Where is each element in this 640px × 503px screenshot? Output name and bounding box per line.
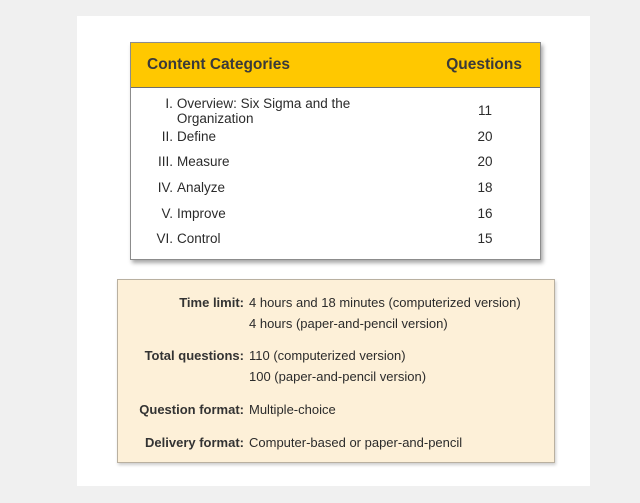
content-categories-table [130,42,541,260]
row-numeral: VI. [156,231,173,247]
header-content-categories: Content Categories [147,56,290,73]
table-row [131,149,540,175]
row-numeral: V. [161,205,173,221]
total-questions-value-1: 110 (computerized version) [249,348,406,363]
row-label: Define [177,128,217,144]
delivery-format-row [118,432,554,453]
total-questions-value-2: 100 (paper-and-pencil version) [249,369,427,384]
time-limit-label: Time limit: [179,295,244,310]
row-numeral: IV. [157,180,173,196]
time-limit-value-2: 4 hours (paper-and-pencil version) [249,316,448,331]
time-limit-value-1: 4 hours and 18 minutes (computerized version) [249,295,521,310]
delivery-format-label: Delivery format: [145,435,244,450]
row-numeral: I. [165,95,173,111]
time-limit-row [118,292,554,334]
table-header [131,43,540,88]
row-label: Improve [177,205,226,221]
total-questions-label: Total questions: [144,348,244,363]
row-count: 20 [477,154,493,170]
table-row [131,200,540,226]
row-label: Overview: Six Sigma and the Organization [176,95,351,126]
table-row [131,226,540,252]
table-row [131,175,540,201]
table-row [131,95,540,126]
row-numeral: III. [157,154,173,170]
document-card [77,16,590,486]
table-row [131,124,540,150]
question-format-row [118,399,554,420]
row-count: 15 [477,231,493,247]
row-count: 20 [477,128,493,144]
delivery-format-value: Computer-based or paper-and-pencil [249,435,463,450]
question-format-value: Multiple-choice [249,402,336,417]
header-questions: Questions [446,56,522,73]
row-numeral: II. [161,128,173,144]
row-label: Analyze [177,180,226,196]
row-count: 16 [477,205,493,221]
row-count: 18 [477,180,493,196]
row-label: Control [177,231,221,247]
question-format-label: Question format: [139,402,244,417]
table-body [131,88,540,252]
row-label: Measure [177,154,230,170]
exam-info-box [117,279,555,463]
row-count: 11 [477,103,492,119]
total-questions-row [118,345,554,387]
